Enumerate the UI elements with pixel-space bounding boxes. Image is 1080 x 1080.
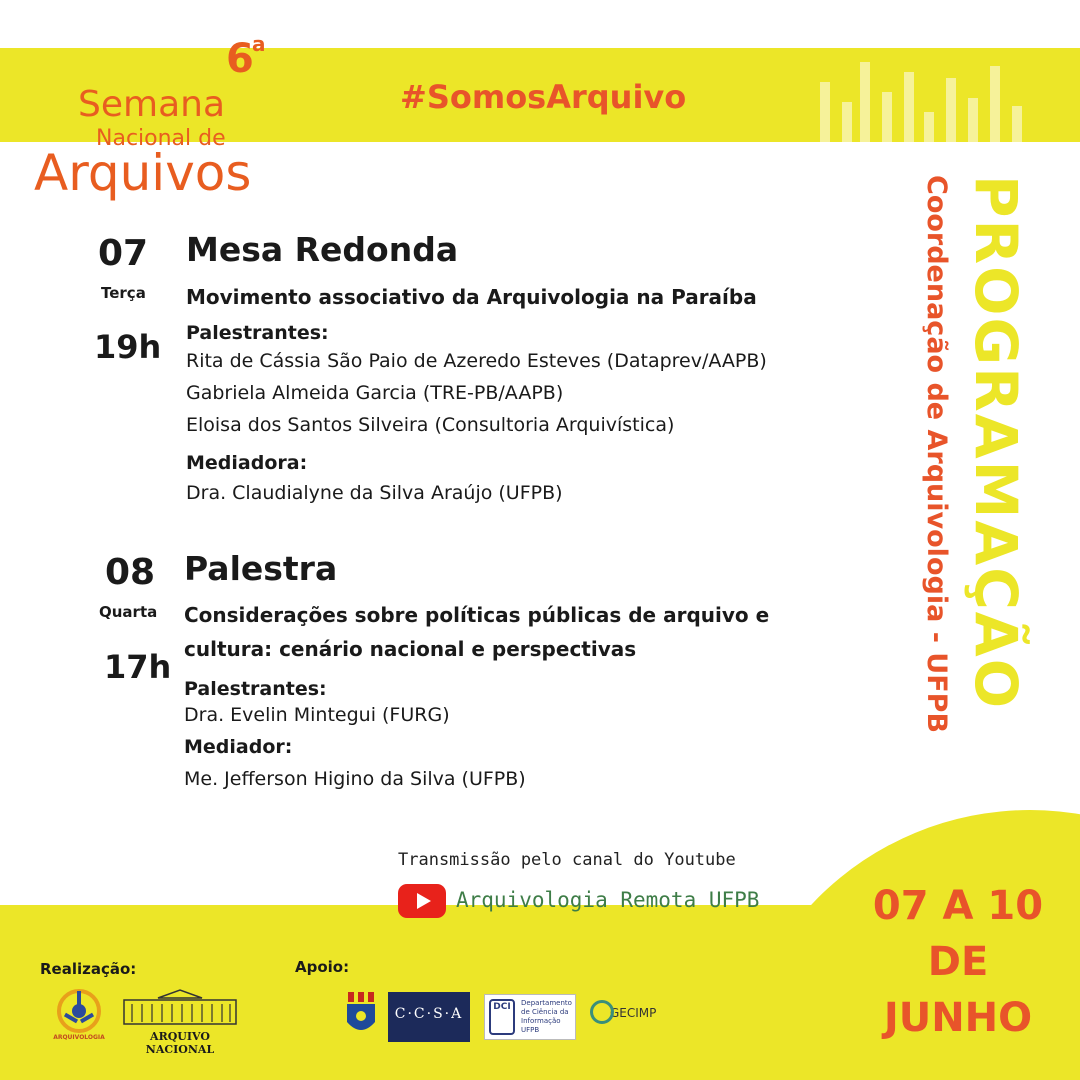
speaker: Dra. Evelin Mintegui (FURG) [184, 704, 450, 726]
arquivo-nacional-label: ARQUIVO NACIONAL [145, 1030, 215, 1056]
event-day-number: 08 [105, 552, 156, 593]
speaker: Gabriela Almeida Garcia (TRE-PB/AAPB) [186, 382, 564, 404]
event-weekday: Quarta [99, 603, 158, 621]
dci-logo [484, 994, 576, 1040]
speakers-label: Palestrantes: [186, 322, 329, 344]
logo-line3: Arquivos [34, 144, 252, 202]
decorative-bars [820, 48, 1040, 142]
arquivologia-label: ARQUIVOLOGIA [53, 1034, 105, 1041]
dci-mark: DCI [489, 999, 515, 1035]
hashtag: #SomosArquivo [400, 78, 687, 116]
date-range-line2: DE [927, 939, 989, 985]
event-day-number: 07 [98, 233, 149, 274]
broadcast-heading: Transmissão pelo canal do Youtube [398, 850, 736, 870]
event-date-range [858, 878, 1058, 1046]
moderator-label: Mediadora: [186, 452, 308, 474]
logo-edition: 6 [226, 36, 254, 82]
gecimp-label: GECIMP [610, 1006, 657, 1020]
arquivo-nacional-logo [118, 988, 242, 1056]
coordination-subtitle: Coordenação de Arquivologia - UFPB [921, 175, 952, 734]
event-type: Palestra [184, 549, 338, 588]
side-vertical-title [880, 175, 1050, 795]
arquivologia-logo [54, 986, 104, 1042]
youtube-channel-link[interactable]: Arquivologia Remota UFPB [456, 888, 760, 912]
event-time: 19h [94, 328, 162, 366]
logo-line1: Semana [78, 84, 226, 125]
date-range-line3: JUNHO [883, 995, 1033, 1041]
event-weekday: Terça [101, 284, 146, 302]
event-logo [30, 20, 270, 202]
dci-label: Departamento de Ciência da Informação UFPB [521, 999, 572, 1034]
speaker: Eloisa dos Santos Silveira (Consultoria Arquivística) [186, 414, 675, 436]
moderator: Me. Jefferson Higino da Silva (UFPB) [184, 768, 526, 790]
event-title-line2: cultura: cenário nacional e perspectivas [184, 637, 637, 661]
programacao-title: PROGRAMAÇÃO [962, 175, 1030, 710]
speaker: Rita de Cássia São Paio de Azeredo Esteves (Dataprev/AAPB) [186, 350, 767, 372]
date-range-line1: 07 A 10 [872, 883, 1044, 929]
moderator: Dra. Claudialyne da Silva Araújo (UFPB) [186, 482, 563, 504]
ufpb-crest-logo [344, 990, 378, 1040]
moderator-label: Mediador: [184, 736, 293, 758]
apoio-label: Apoio: [295, 958, 350, 976]
logo-line2: Nacional de [96, 126, 226, 151]
speakers-label: Palestrantes: [184, 678, 327, 700]
youtube-icon[interactable] [398, 884, 446, 918]
gecimp-logo [588, 994, 670, 1042]
ccsa-logo: C·C·S·A [388, 992, 470, 1042]
event-type: Mesa Redonda [186, 230, 459, 269]
event-title: Movimento associativo da Arquivologia na Paraíba [186, 285, 757, 309]
event-title-line1: Considerações sobre políticas públicas de arquivo e [184, 603, 770, 627]
gecimp-swirl-icon [590, 1000, 614, 1024]
realizacao-label: Realização: [40, 960, 137, 978]
event-time: 17h [104, 648, 172, 686]
logo-edition-suffix: a [252, 32, 266, 56]
